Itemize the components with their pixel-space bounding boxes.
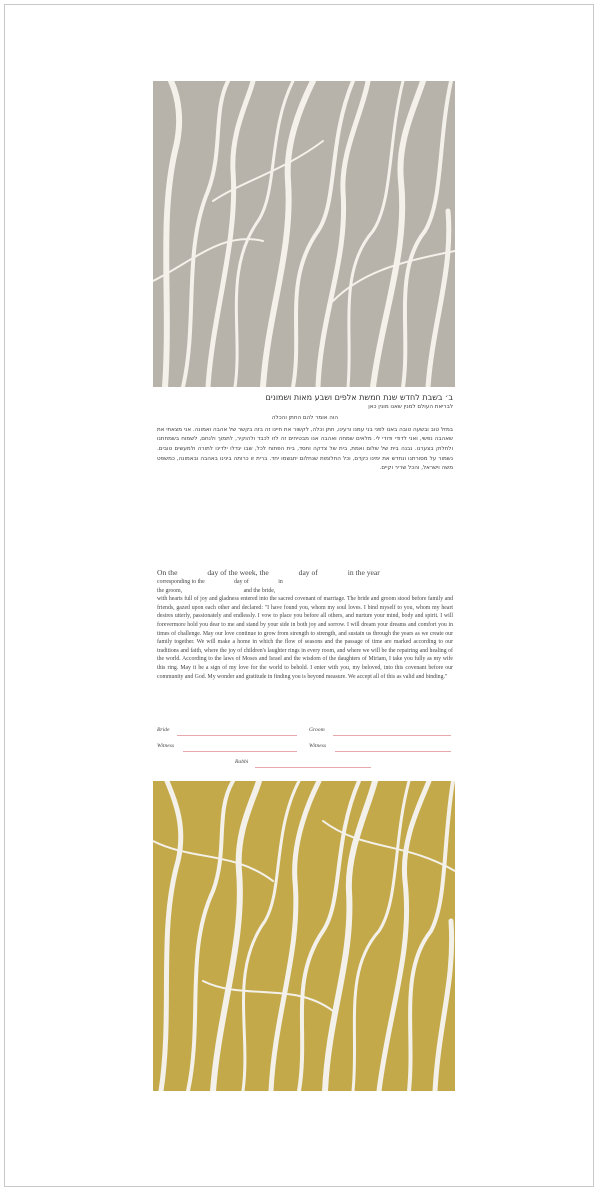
hebrew-line-1: ב׳ בשבת לחדש שנת חמשת אלפים ושבע מאות ושמונים bbox=[265, 393, 453, 402]
groom-signature-label: Groom bbox=[309, 727, 325, 733]
bride-name-label: and the bride, bbox=[243, 587, 276, 594]
witness-right-signature[interactable] bbox=[309, 743, 326, 749]
bride-signature[interactable] bbox=[157, 727, 169, 733]
english-body: with hearts full of joy and gladness entered into the sacred covenant of marriage. The bride and groom stood before family and friends, gazed upon each other and declared: "I have found you, whom my soul loves. I bind myself to you, whom my heart desires utterly, passionately and endlessly. I vow to place you before all others, and nurture your mind, body and spirit. I will forevermore hold you dear to me and stand by your side in both joy and sorrow. I will dream your dreams and comfort you in times of challenge. May our love continue to grow from strength to strength, and sustain us through the years as we create our family together. We will make a home in which the flow of seasons and the passage of time are marked according to our traditions and faith, where the joy of children's laughter rings in every room, and where we will be the repairing and healing of the world. According to the laws of Moses and Israel and the wisdom of the daughters of Miriam, I take you fully as my wife this ring. May it be a sign of my love for the world to behold. I enter with you, my beloved, into this covenant before our community and God. My wonder and gratitude in finding you is beyond measure. We accept all of this as valid and binding." bbox=[157, 596, 453, 680]
hebrew-line-2: לבריאת העולם למנין שאנו מונין כאן bbox=[368, 403, 453, 410]
hebrew-heading: הוה אומר להם החתן והכלה bbox=[271, 415, 339, 422]
bride-signature-line[interactable] bbox=[177, 735, 297, 736]
rabbi-signature[interactable] bbox=[235, 759, 248, 765]
opening-word: On the bbox=[157, 568, 178, 577]
rabbi-signature-line[interactable] bbox=[255, 767, 371, 768]
english-names-line bbox=[157, 587, 453, 596]
hebrew-text-block bbox=[157, 393, 453, 563]
rabbi-label: Rabbi bbox=[235, 759, 249, 765]
witness-left-label: Witness bbox=[157, 743, 175, 749]
groom-signature[interactable] bbox=[309, 727, 325, 733]
hebrew-body: במזל טוב ובשעה טובה באנו לפני בני עמנו ורעינו, חתן וכלה, לקשור את חיינו זה בזה בקשר של אהבה ואמונה. אני מצאתי את שאהבה נפשי, ואני לדודי ודודי לי. מלאים שמחה ואהבה אנו מבטיחים זה לזו לכבד ולהוקיר, לתמוך ולנחם, לשמוח בשמחתנו ולחלוק בצערנו. נבנה בית של שלום ואמת, בית של צדקה וחסד, בית הפתוח לכל, שבו יגדלו ילדינו לתורה ולמעשים טובים. נשמור על מסורתנו ונחדש את ימינו כקדם, וכל החלומות שנחלום יתגשמו יחד. ברית זו כרותה בינינו באהבה ובאמונה, כמשפט משה וישראל, והכל שריר וקיים. bbox=[157, 426, 453, 472]
day-of-label: day of bbox=[298, 568, 318, 577]
groom-name-label: the groom, bbox=[157, 587, 183, 594]
day-of-week-label: day of the week, the bbox=[207, 568, 269, 577]
branch-artwork-bottom bbox=[153, 781, 455, 1091]
bride-signature-label: Bride bbox=[157, 727, 170, 733]
witness-right-line[interactable] bbox=[335, 751, 451, 752]
year-label: in the year bbox=[347, 568, 380, 577]
witness-right-label: Witness bbox=[309, 743, 327, 749]
groom-signature-line[interactable] bbox=[333, 735, 451, 736]
english-text-block bbox=[157, 567, 453, 681]
english-opening-line bbox=[157, 567, 453, 578]
witness-left-signature[interactable] bbox=[157, 743, 174, 749]
branch-artwork-top bbox=[153, 81, 455, 387]
in-label: in bbox=[278, 579, 283, 585]
corresponding-label: corresponding to the bbox=[157, 579, 205, 585]
day-of-label-2: day of bbox=[234, 579, 249, 585]
witness-left-line[interactable] bbox=[183, 751, 297, 752]
english-date-line bbox=[157, 578, 453, 587]
document-frame bbox=[4, 4, 594, 1187]
